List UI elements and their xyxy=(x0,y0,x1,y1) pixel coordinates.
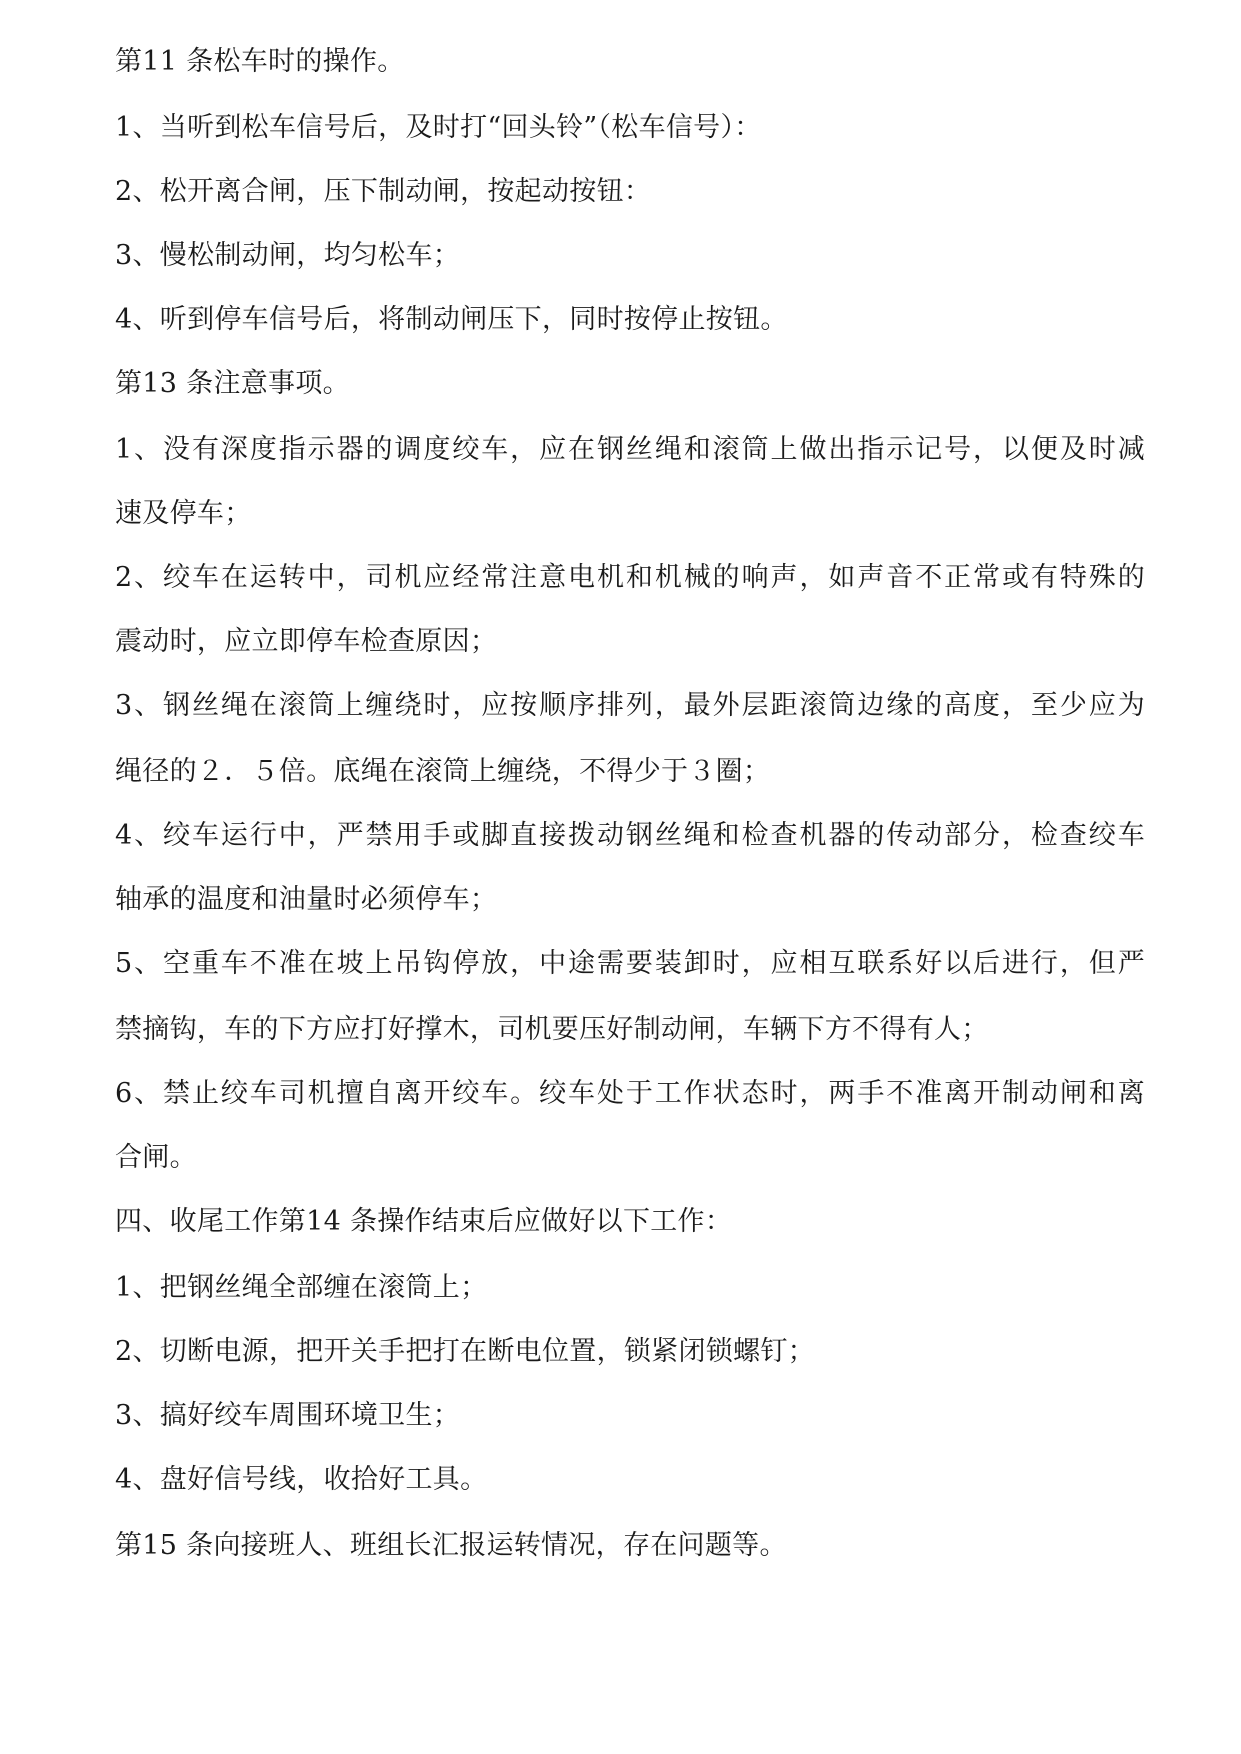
text-line: 3、钢丝绳在滚筒上缠绕时，应按顺序排列，最外层距滚筒边缘的高度，至少应为 xyxy=(115,690,1145,721)
heading-section-4: 四、收尾工作第14 条操作结束后应做好以下工作： xyxy=(115,1206,733,1237)
text-line: 轴承的温度和油量时必须停车； xyxy=(115,884,498,915)
text-line: 4、盘好信号线，收拾好工具。 xyxy=(115,1464,488,1495)
text-line: 3、慢松制动闸，均匀松车； xyxy=(115,240,461,271)
text-line: 2、松开离合闸，压下制动闸，按起动按钮： xyxy=(115,176,652,207)
text-line: 绳径的２．５倍。底绳在滚筒上缠绕，不得少于３圈； xyxy=(115,756,771,787)
text-line: 震动时，应立即停车检查原因； xyxy=(115,626,498,657)
text-line: 1、把钢丝绳全部缠在滚筒上； xyxy=(115,1272,488,1303)
text-line: 3、搞好绞车周围环境卫生； xyxy=(115,1400,461,1431)
text-line: 合闸。 xyxy=(115,1142,197,1173)
text-line: 4、绞车运行中，严禁用手或脚直接拨动钢丝绳和检查机器的传动部分，检查绞车 xyxy=(115,820,1145,851)
text-line: 2、绞车在运转中，司机应经常注意电机和机械的响声，如声音不正常或有特殊的 xyxy=(115,562,1145,593)
heading-article-11: 第11 条松车时的操作。 xyxy=(115,46,405,77)
heading-article-13: 第13 条注意事项。 xyxy=(115,368,350,399)
text-line: 6、禁止绞车司机擅自离开绞车。绞车处于工作状态时，两手不准离开制动闸和离 xyxy=(115,1078,1145,1109)
text-line: 2、切断电源，把开关手把打在断电位置，锁紧闭锁螺钉； xyxy=(115,1336,815,1367)
text-line: 1、没有深度指示器的调度绞车，应在钢丝绳和滚筒上做出指示记号，以便及时减 xyxy=(115,434,1145,465)
text-line: 1、当听到松车信号后，及时打“回头铃”（松车信号）： xyxy=(115,112,762,143)
text-line: 5、空重车不准在坡上吊钩停放，中途需要装卸时，应相互联系好以后进行，但严 xyxy=(115,948,1145,979)
text-line: 速及停车； xyxy=(115,498,252,529)
heading-article-15: 第15 条向接班人、班组长汇报运转情况，存在问题等。 xyxy=(115,1530,787,1561)
text-line: 禁摘钩，车的下方应打好撑木，司机要压好制动闸，车辆下方不得有人； xyxy=(115,1014,989,1045)
text-line: 4、听到停车信号后，将制动闸压下，同时按停止按钮。 xyxy=(115,304,788,335)
